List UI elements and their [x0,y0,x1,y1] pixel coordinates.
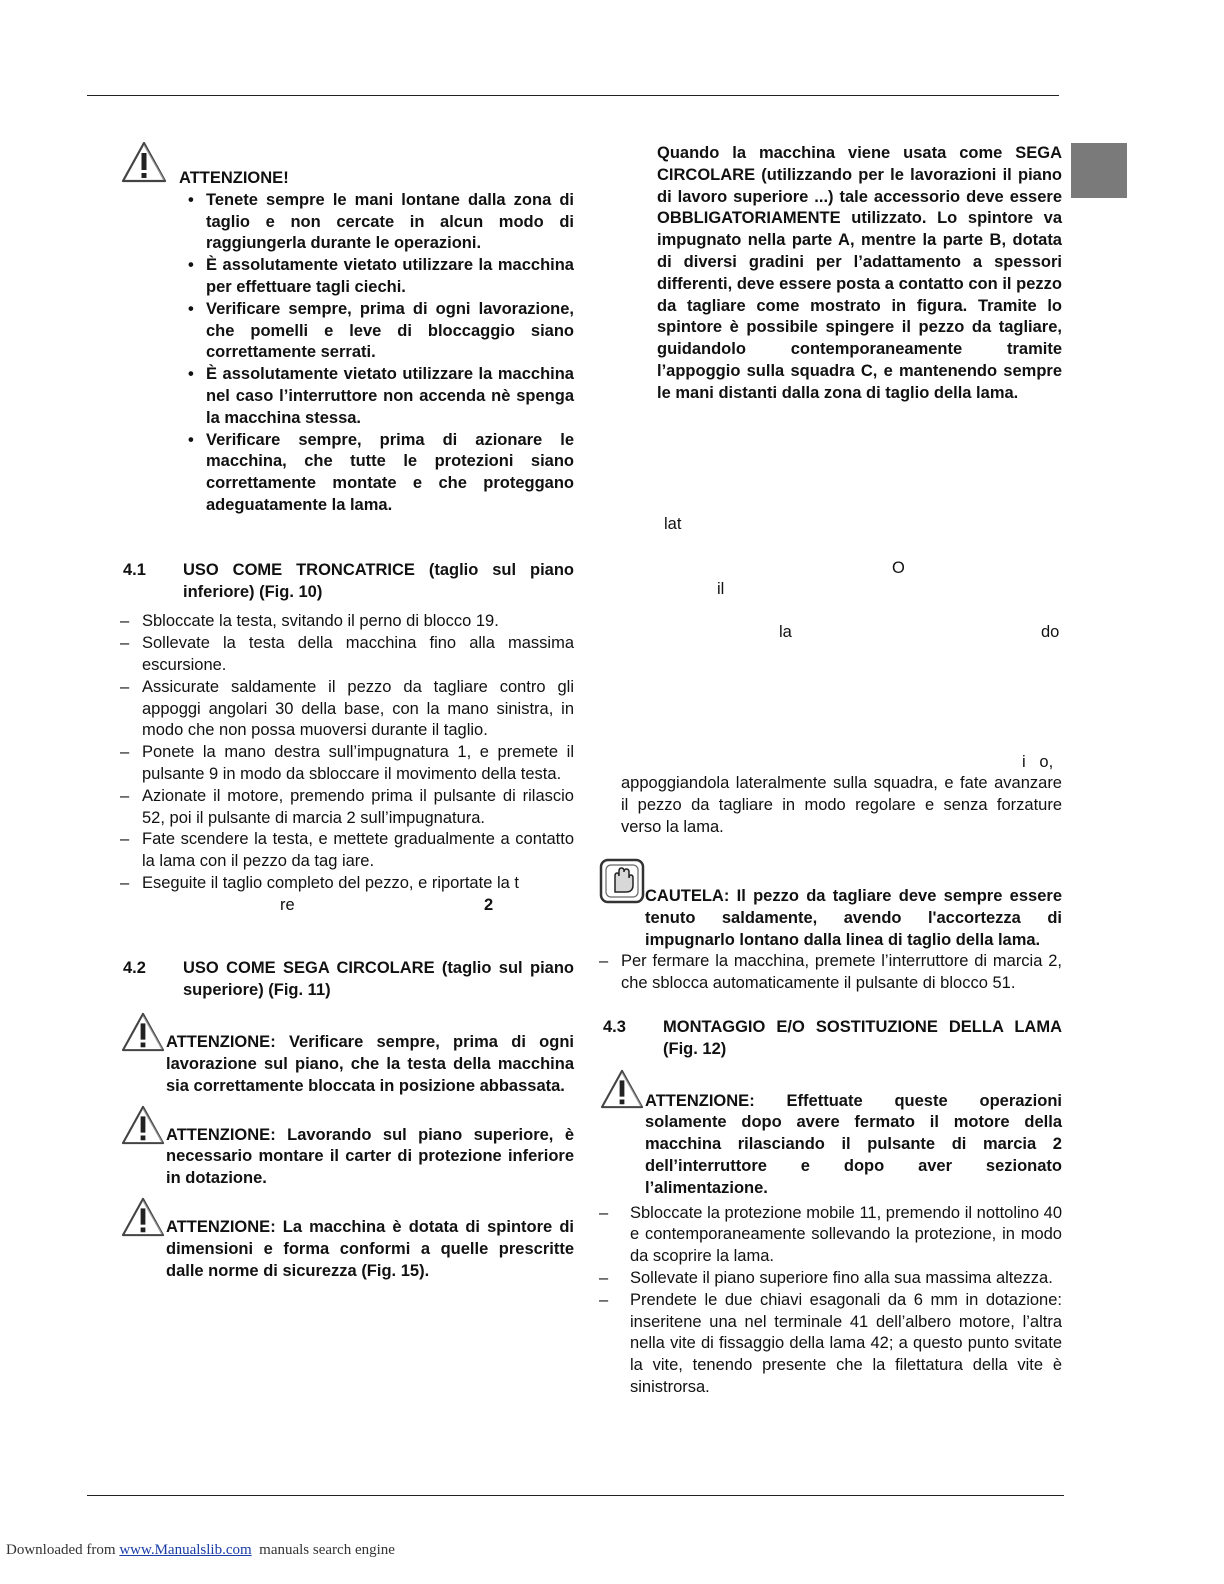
text-fragment: lat [664,515,682,533]
list-item: • Verificare sempre, prima di ogni lavorazione, che pomelli e leve di bloccaggio siano correttamente serrati. [185,299,574,364]
text-fragment: la [779,623,792,641]
continued-paragraph: appoggiandola lateralmente sulla squadra, e fate avanzare il pezzo da tagliare in modo regolare e senza forzature verso la lama. [621,774,1062,836]
text-fragment: re [280,895,295,914]
warning-text: ATTENZIONE: Effettuate queste operazioni solamente dopo avere fermato il motore della macchina rilasciando il pulsante di marcia 2 dell’interruttore e dopo aver sezionato l’alimentazione. [645,1091,1062,1197]
list-item: – Sbloccate la protezione mobile 11, premendo il nottolino 40 e contemporaneamente sollevando la protezione, in modo da scoprire la lama. [599,1203,1062,1268]
warning-text: ATTENZIONE: Lavorando sul piano superiore, è necessario montare il carter di protezione inferiore in dotazione. [166,1125,574,1188]
right-column [600,140,1062,405]
page-tab-marker [1071,143,1127,198]
bottom-rule [87,1495,1064,1496]
list-item: – Eseguite il taglio completo del pezzo, e riportate la t [120,873,574,895]
caution-block [599,858,1062,1399]
section-number: 4.2 [123,958,146,977]
footer-suffix: manuals search engine [251,1542,395,1558]
left-column [120,140,574,1282]
list-item: • È assolutamente vietato utilizzare la macchina per effettuare tagli ciechi. [185,255,574,299]
list-item: • È assolutamente vietato utilizzare la macchina nel caso l’interruttore non accenda nè spenga la macchina stessa. [185,364,574,429]
warning-block-3 [120,1104,574,1190]
section-heading-4-2 [120,958,574,1002]
section-title: MONTAGGIO E/O SOSTITUZIONE DELLA LAMA (Fig. 12) [663,1017,1062,1058]
list-item: – Sbloccate la testa, svitando il perno di blocco 19. [120,611,574,633]
section-heading-4-3 [599,1017,1062,1061]
stop-step-list [599,951,1062,995]
warning-block-1 [120,140,574,190]
warning-title: ATTENZIONE! [179,169,289,187]
list-item: – Prendete le due chiavi esagonali da 6 mm in dotazione: inseritene una nel terminale 41 dell’albero motore, l’altra nella vite di fissaggio della lama 42; a questo punto svitate la vite, tenendo presente che la filettatura della vite è sinistrorsa. [599,1290,1062,1399]
caution-text: CAUTELA: Il pezzo da tagliare deve sempre essere tenuto saldamente, avendo l'accortezza di impugnarlo lontano dalla linea di taglio della lama. [645,887,1062,949]
stop-hand-icon [599,858,645,904]
warning-triangle-icon [120,140,168,184]
footer-prefix: Downloaded from [6,1542,120,1558]
text-fragment: O [892,559,905,577]
warning-block-5 [599,1068,1062,1200]
truncated-line [120,895,574,917]
continued-paragraph-wrap [621,773,1062,838]
footer-link[interactable]: www.Manualslib.com [119,1542,252,1558]
list-item: – Assicurate saldamente il pezzo da tagliare contro gli appoggi angolari 30 della base, con la mano sinistra, in modo che non possa muoversi durante il taglio. [120,677,574,742]
warning-block-4 [120,1196,574,1282]
top-rule [87,95,1059,96]
text-fragment: i o, [1022,753,1054,771]
text-fragment: 2 [484,895,494,914]
warning-block-2 [120,1011,574,1097]
warning-triangle-icon [599,1068,645,1110]
section-number: 4.1 [123,560,146,579]
warning-bullet-list [120,190,574,517]
steps-list-4-3 [599,1203,1062,1399]
section-heading-4-1 [120,560,574,604]
download-footer [6,1542,395,1559]
warning-triangle-icon [120,1104,166,1146]
list-item: – Per fermare la macchina, premete l’interruttore di marcia 2, che sblocca automaticamente il pulsante di blocco 51. [599,951,1062,995]
list-item: – Sollevate il piano superiore fino alla sua massima altezza. [599,1268,1062,1290]
steps-list-4-1 [120,611,574,894]
section-number: 4.3 [603,1017,626,1036]
warning-text: ATTENZIONE: Verificare sempre, prima di ogni lavorazione sul piano, che la testa della macchina sia correttamente bloccata in posizione abbassata. [166,1033,574,1095]
warning-text: ATTENZIONE: La macchina è dotata di spintore di dimensioni e forma conformi a quelle prescritte dalle norme di sicurezza (Fig. 15). [166,1218,574,1280]
list-item: • Verificare sempre, prima di azionare le macchina, che tutte le protezioni siano correttamente montate e che proteggano adeguatamente la lama. [185,430,574,517]
warning-triangle-icon [120,1196,166,1238]
list-item: – Sollevate la testa della macchina fino alla massima escursione. [120,633,574,677]
list-item: – Azionate il motore, premendo prima il pulsante di rilascio 52, poi il pulsante di marcia 2 sull’impugnatura. [120,786,574,830]
warning-triangle-icon [120,1011,166,1053]
list-item: – Fate scendere la testa, e mettete gradualmente a contatto la lama con il pezzo da tag iare. [120,829,574,873]
text-fragment: do [1041,623,1060,641]
pusher-intro-paragraph: Quando la macchina viene usata come SEGA CIRCOLARE (utilizzando per le lavorazioni il piano di lavoro superiore ...) tale accessorio deve essere OBBLIGATORIAMENTE utilizzato. Lo spintore va impugnato nella parte A, mentre la parte B, dotata di diversi gradini per l’adattamento a spessori differenti, deve essere posta a contatto con il pezzo da tagliare come mostrato in figura. Tramite lo spintore è possibile spingere il pezzo da tagliare, guidandolo contemporaneamente tramite l’appoggio sulla squadra C, e mantenendo sempre le mani distanti dalla zona di taglio della lama. [657,144,1062,402]
section-title: USO COME TRONCATRICE (taglio sul piano inferiore) (Fig. 10) [183,560,574,601]
text-fragment: il [717,580,725,598]
section-title: USO COME SEGA CIRCOLARE (taglio sul piano superiore) (Fig. 11) [183,958,574,999]
list-item: • Tenete sempre le mani lontane dalla zona di taglio e non cercate in alcun modo di raggiungerla durante le operazioni. [185,190,574,255]
list-item: – Ponete la mano destra sull’impugnatura 1, e premete il pulsante 9 in modo da sbloccare il movimento della testa. [120,742,574,786]
